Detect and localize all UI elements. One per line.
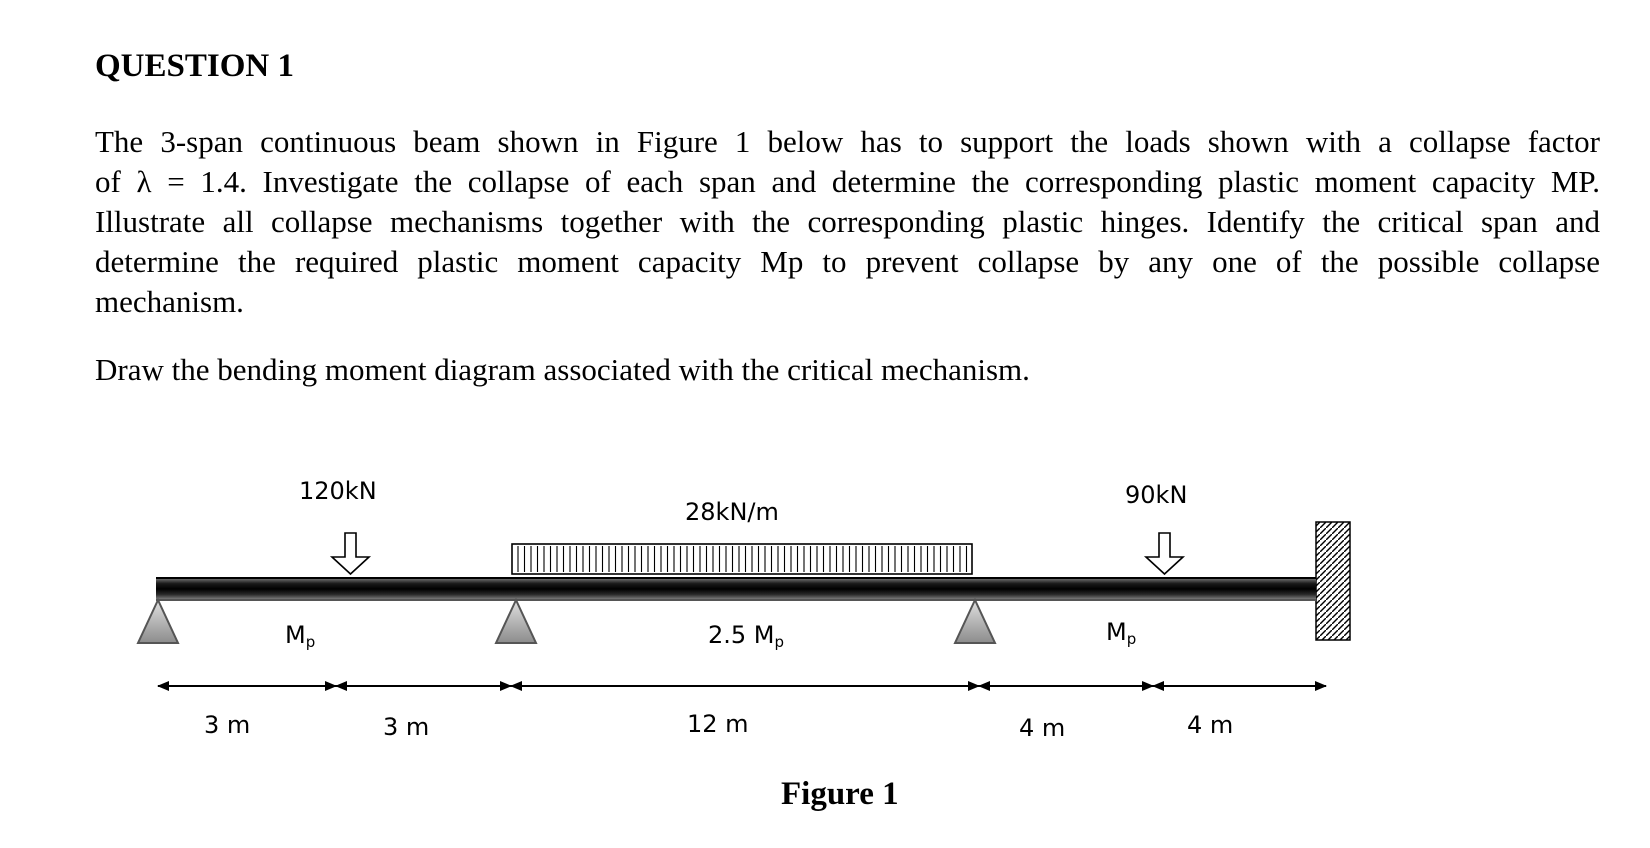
pin-support-c	[955, 600, 995, 643]
dimension-label-2: 3 m	[383, 713, 430, 741]
paragraph-line-4: determine the required plastic moment capacity Mp to prevent collapse by any one of the possible collapse	[95, 244, 1600, 279]
udl-label: 28kN/m	[685, 498, 779, 526]
dimension-label-4: 4 m	[1019, 714, 1066, 742]
question-title: QUESTION 1	[95, 48, 294, 84]
pin-support-a	[138, 600, 178, 643]
mp-label-span-1	[285, 621, 315, 651]
mp-sub-span-3: p	[1126, 630, 1137, 648]
paragraph-line-2: of λ = 1.4. Investigate the collapse of each span and determine the corresponding plastic moment capacity MP.	[95, 164, 1600, 199]
beam	[156, 578, 1316, 600]
udl-load	[512, 544, 972, 574]
point-load-arrow-90kn	[1146, 533, 1183, 574]
question-instruction: Draw the bending moment diagram associated with the critical mechanism.	[95, 352, 1030, 387]
mp-sub-span-1: p	[305, 633, 316, 651]
mp-label-span-2	[708, 621, 784, 651]
paragraph-line-5: mechanism.	[95, 284, 244, 319]
mp-main-span-1: M	[285, 621, 306, 649]
paragraph-line-3: Illustrate all collapse mechanisms together with the corresponding plastic hinges. Identify the critical span and	[95, 204, 1600, 239]
point-load-label-120kn: 120kN	[299, 477, 377, 505]
dimension-label-5: 4 m	[1187, 711, 1234, 739]
dimension-label-1: 3 m	[204, 711, 251, 739]
udl-outline	[512, 544, 972, 574]
paragraph-line-1: The 3-span continuous beam shown in Figure 1 below has to support the loads shown with a collapse factor	[95, 124, 1600, 159]
figure-caption: Figure 1	[781, 776, 899, 812]
point-load-label-90kn: 90kN	[1125, 481, 1188, 509]
dimension-label-3: 12 m	[687, 710, 749, 738]
point-load-arrow-120kn	[332, 533, 369, 574]
mp-main-span-2: 2.5 M	[708, 621, 775, 649]
mp-sub-span-2: p	[774, 633, 785, 651]
mp-main-span-3: M	[1106, 618, 1127, 646]
fixed-wall-support	[1316, 522, 1350, 640]
mp-label-span-3	[1106, 618, 1136, 648]
pin-support-b	[496, 600, 536, 643]
